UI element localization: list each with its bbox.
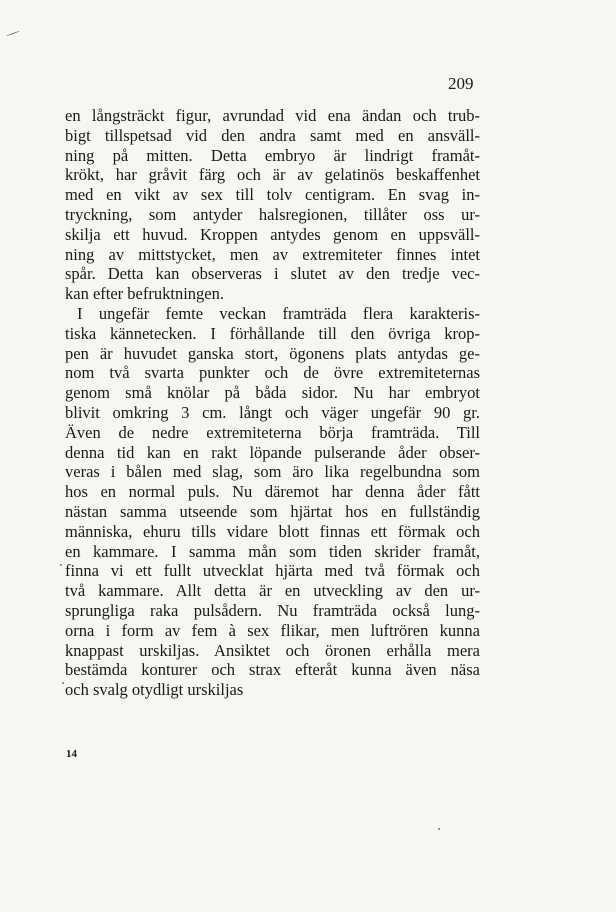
scan-speck <box>438 828 440 830</box>
text-line: en kammare. I samma mån som tiden skrider framåt, <box>65 541 480 561</box>
text-line: finna vi ett fullt utvecklat hjärta med två förmak och <box>65 561 480 581</box>
text-line: tiska kännetecken. I förhållande till den övriga krop- <box>65 323 480 343</box>
text-line: I ungefär femte veckan framträda flera karakteris- <box>77 303 480 323</box>
signature-mark: 14 <box>66 748 77 760</box>
text-line: två kammare. Allt detta är en utveckling av den ur- <box>65 581 480 601</box>
text-line: sprungliga raka pulsådern. Nu framträda också lung- <box>65 600 480 620</box>
text-line: genom små knölar på båda sidor. Nu har embryot <box>65 383 480 403</box>
body-text <box>65 106 480 700</box>
scan-speck <box>60 564 62 566</box>
text-line: spår. Detta kan observeras i slutet av den tredje vec- <box>65 264 480 284</box>
text-line: orna i form av fem à sex flikar, men luftrören kunna <box>65 620 480 640</box>
text-line: nästan samma utseende som hjärtat hos en fullständig <box>65 501 480 521</box>
scan-speck <box>62 682 64 684</box>
page-number: 209 <box>448 74 474 93</box>
text-line: med en vikt av sex till tolv centigram. En svag in- <box>65 185 480 205</box>
text-line: kan efter befruktningen. <box>65 284 224 304</box>
scan-speck <box>6 31 19 37</box>
text-line: ning av mittstycket, men av extremiteter finnes intet <box>65 244 480 264</box>
text-line: denna tid kan en rakt löpande pulserande åder obser- <box>65 442 480 462</box>
text-line: ning på mitten. Detta embryo är lindrigt framåt- <box>65 145 480 165</box>
text-line: krökt, har gråvit färg och är av gelatinös beskaffenhet <box>65 165 480 185</box>
text-line: Även de nedre extremiteterna börja framträda. Till <box>65 422 480 442</box>
text-line: och svalg otydligt urskiljas <box>65 680 244 700</box>
text-line: en långsträckt figur, avrundad vid ena ändan och trub- <box>65 106 480 125</box>
text-line: bigt tillspetsad vid den andra samt med en ansväll- <box>65 125 480 145</box>
text-line: blivit omkring 3 cm. långt och väger ungefär 90 gr. <box>65 402 480 422</box>
text-line: pen är huvudet ganska stort, ögonens plats antydas ge- <box>65 343 480 363</box>
text-line: knappast urskiljas. Ansiktet och öronen erhålla mera <box>65 640 480 660</box>
text-line: bestämda konturer och strax efteråt kunna även näsa <box>65 660 480 680</box>
text-line: veras i bålen med slag, som äro lika regelbundna som <box>65 462 480 482</box>
text-line: hos en normal puls. Nu däremot har denna åder fått <box>65 482 480 502</box>
text-line: tryckning, som antyder halsregionen, tillåter oss ur- <box>65 204 480 224</box>
text-line: nom två svarta punkter och de övre extremiteternas <box>65 363 480 383</box>
text-line: skilja ett huvud. Kroppen antydes genom en uppsväll- <box>65 224 480 244</box>
text-line: människa, ehuru tills vidare blott finnas ett förmak och <box>65 521 480 541</box>
